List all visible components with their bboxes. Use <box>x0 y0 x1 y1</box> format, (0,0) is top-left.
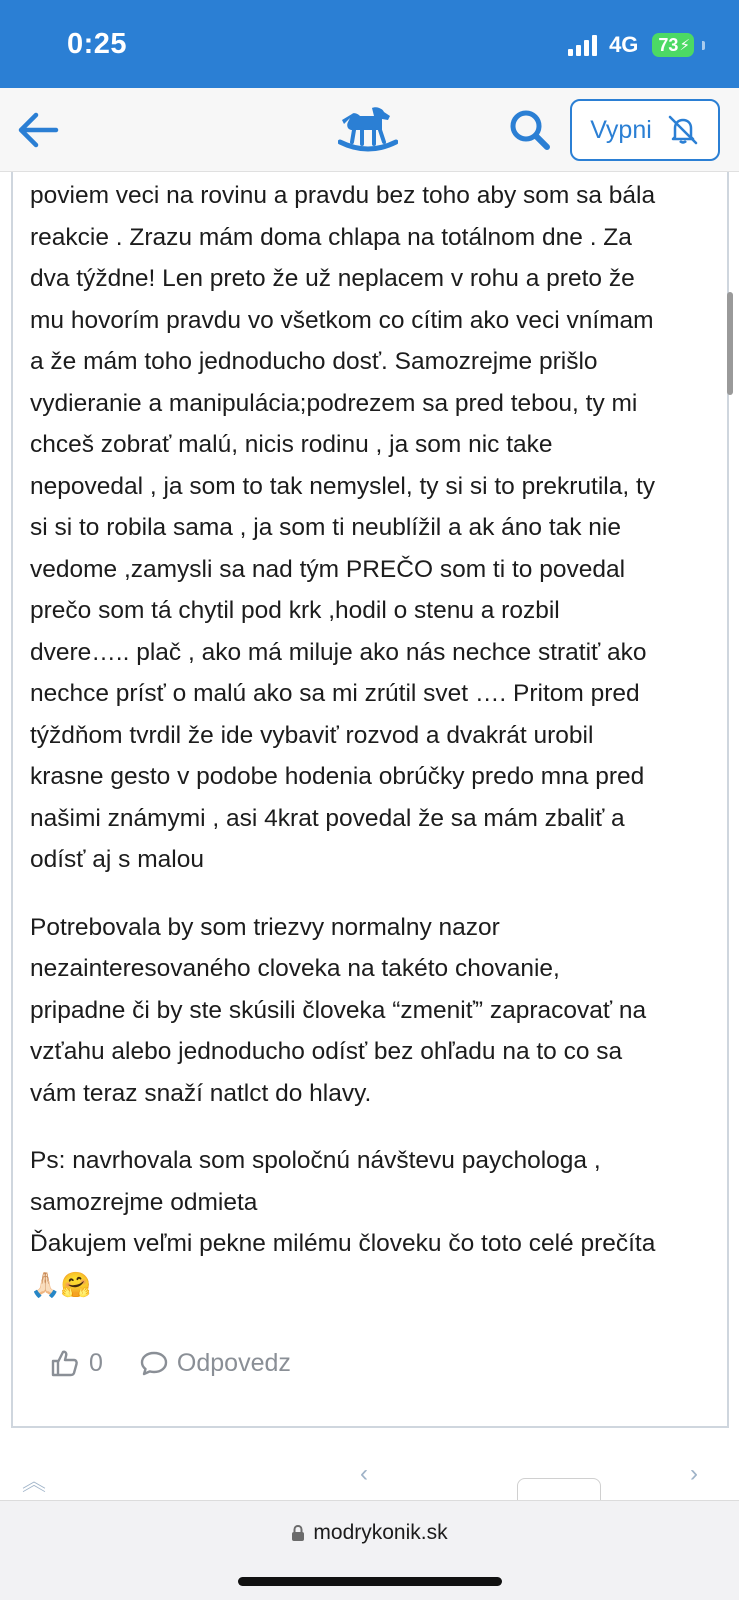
status-time: 0:25 <box>67 28 128 60</box>
lock-icon <box>291 1524 305 1542</box>
browser-bottom-bar <box>0 1500 739 1600</box>
page-number-input[interactable] <box>517 1478 601 1500</box>
network-type: 4G <box>609 32 639 57</box>
battery-level: 73 <box>658 34 679 55</box>
charging-icon: ⚡ <box>679 37 690 54</box>
post-body <box>30 172 720 1332</box>
mute-notifications-button[interactable] <box>570 99 720 161</box>
back-button[interactable] <box>16 110 60 150</box>
bell-off-icon <box>666 115 700 145</box>
search-icon <box>508 108 552 152</box>
nav-bar <box>0 88 739 172</box>
like-count: 0 <box>89 1348 103 1377</box>
search-button[interactable] <box>508 108 552 152</box>
reply-link[interactable]: Odpovedz <box>176 1348 291 1377</box>
mute-label: Vypni <box>590 115 652 144</box>
url-text: modrykonik.sk <box>313 1521 448 1544</box>
post-paragraph: Potrebovala by som triezvy normalny nazor nezainteresovaného cloveka na takéto chovanie, pripadne či by ste skúsili človeka “zmeniť” zapracovať na vzťahu alebo jednoducho odísť bez ohľadu na to co sa vám teraz snaží natlct do hlavy. <box>30 913 647 1107</box>
home-indicator[interactable] <box>238 1577 502 1586</box>
thumbs-up-icon[interactable] <box>49 1348 79 1378</box>
post-paragraph: Ps: navrhovala som spoločnú návštevu paychologa , samozrejme odmieta Ďakujem veľmi pekne milému človeku čo toto celé prečíta 🙏🏻🤗 <box>30 1147 656 1299</box>
pagination <box>0 1440 739 1500</box>
status-bar <box>0 0 739 88</box>
post-paragraph: poviem veci na rovinu a pravdu bez toho aby som sa bála reakcie . Zrazu mám doma chlapa na totálnom dne . Za dva týždne! Len preto že už neplacem v rohu a preto že mu hovorím pravdu vo všetkom co cítim ako veci vnímam a že mám toho jednoducho dosť. Samozrejme prišlo vydieranie a manipulácia;podrezem sa pred tebou, ty mi chceš zobrať malú, nicis rodinu , ja som nic take nepovedal , ja som to tak nemyslel, ty si si to prekrutila, ty si si to robila sama , ja som ti neublížil a ak áno tak nie vedome ,zamysli sa nad tým PREČO som ti to povedal prečo som tá chytil pod krk ,hodil o stenu a rozbil dvere….. plač , ako má miluje ako nás nechce stratiť ako nechce prísť o malú ako sa mi zrútil svet …. Pritom pred týždňom tvrdil že ide vybaviť rozvod a dvakrát urobil krasne gesto v podobe hodenia obrúčky predo mna pred našimi známymi , asi 4krat povedal že sa mám zbaliť a odísť aj s malou <box>30 182 656 873</box>
rocking-horse-icon <box>338 102 398 158</box>
battery-icon <box>652 33 694 57</box>
scrollbar[interactable] <box>727 292 733 395</box>
next-page-icon[interactable]: › <box>690 1460 698 1487</box>
post-actions <box>49 1348 291 1378</box>
signal-icon <box>568 34 597 56</box>
comment-icon[interactable] <box>139 1348 169 1378</box>
battery-tip <box>702 41 705 50</box>
status-icons <box>568 32 705 58</box>
back-arrow-icon <box>16 110 60 150</box>
first-page-icon[interactable]: ︽ <box>22 1469 46 1496</box>
address-bar[interactable] <box>0 1521 739 1545</box>
prev-page-icon[interactable]: ‹ <box>360 1460 368 1487</box>
post-card <box>11 172 729 1428</box>
rocking-horse-logo[interactable] <box>338 102 398 158</box>
